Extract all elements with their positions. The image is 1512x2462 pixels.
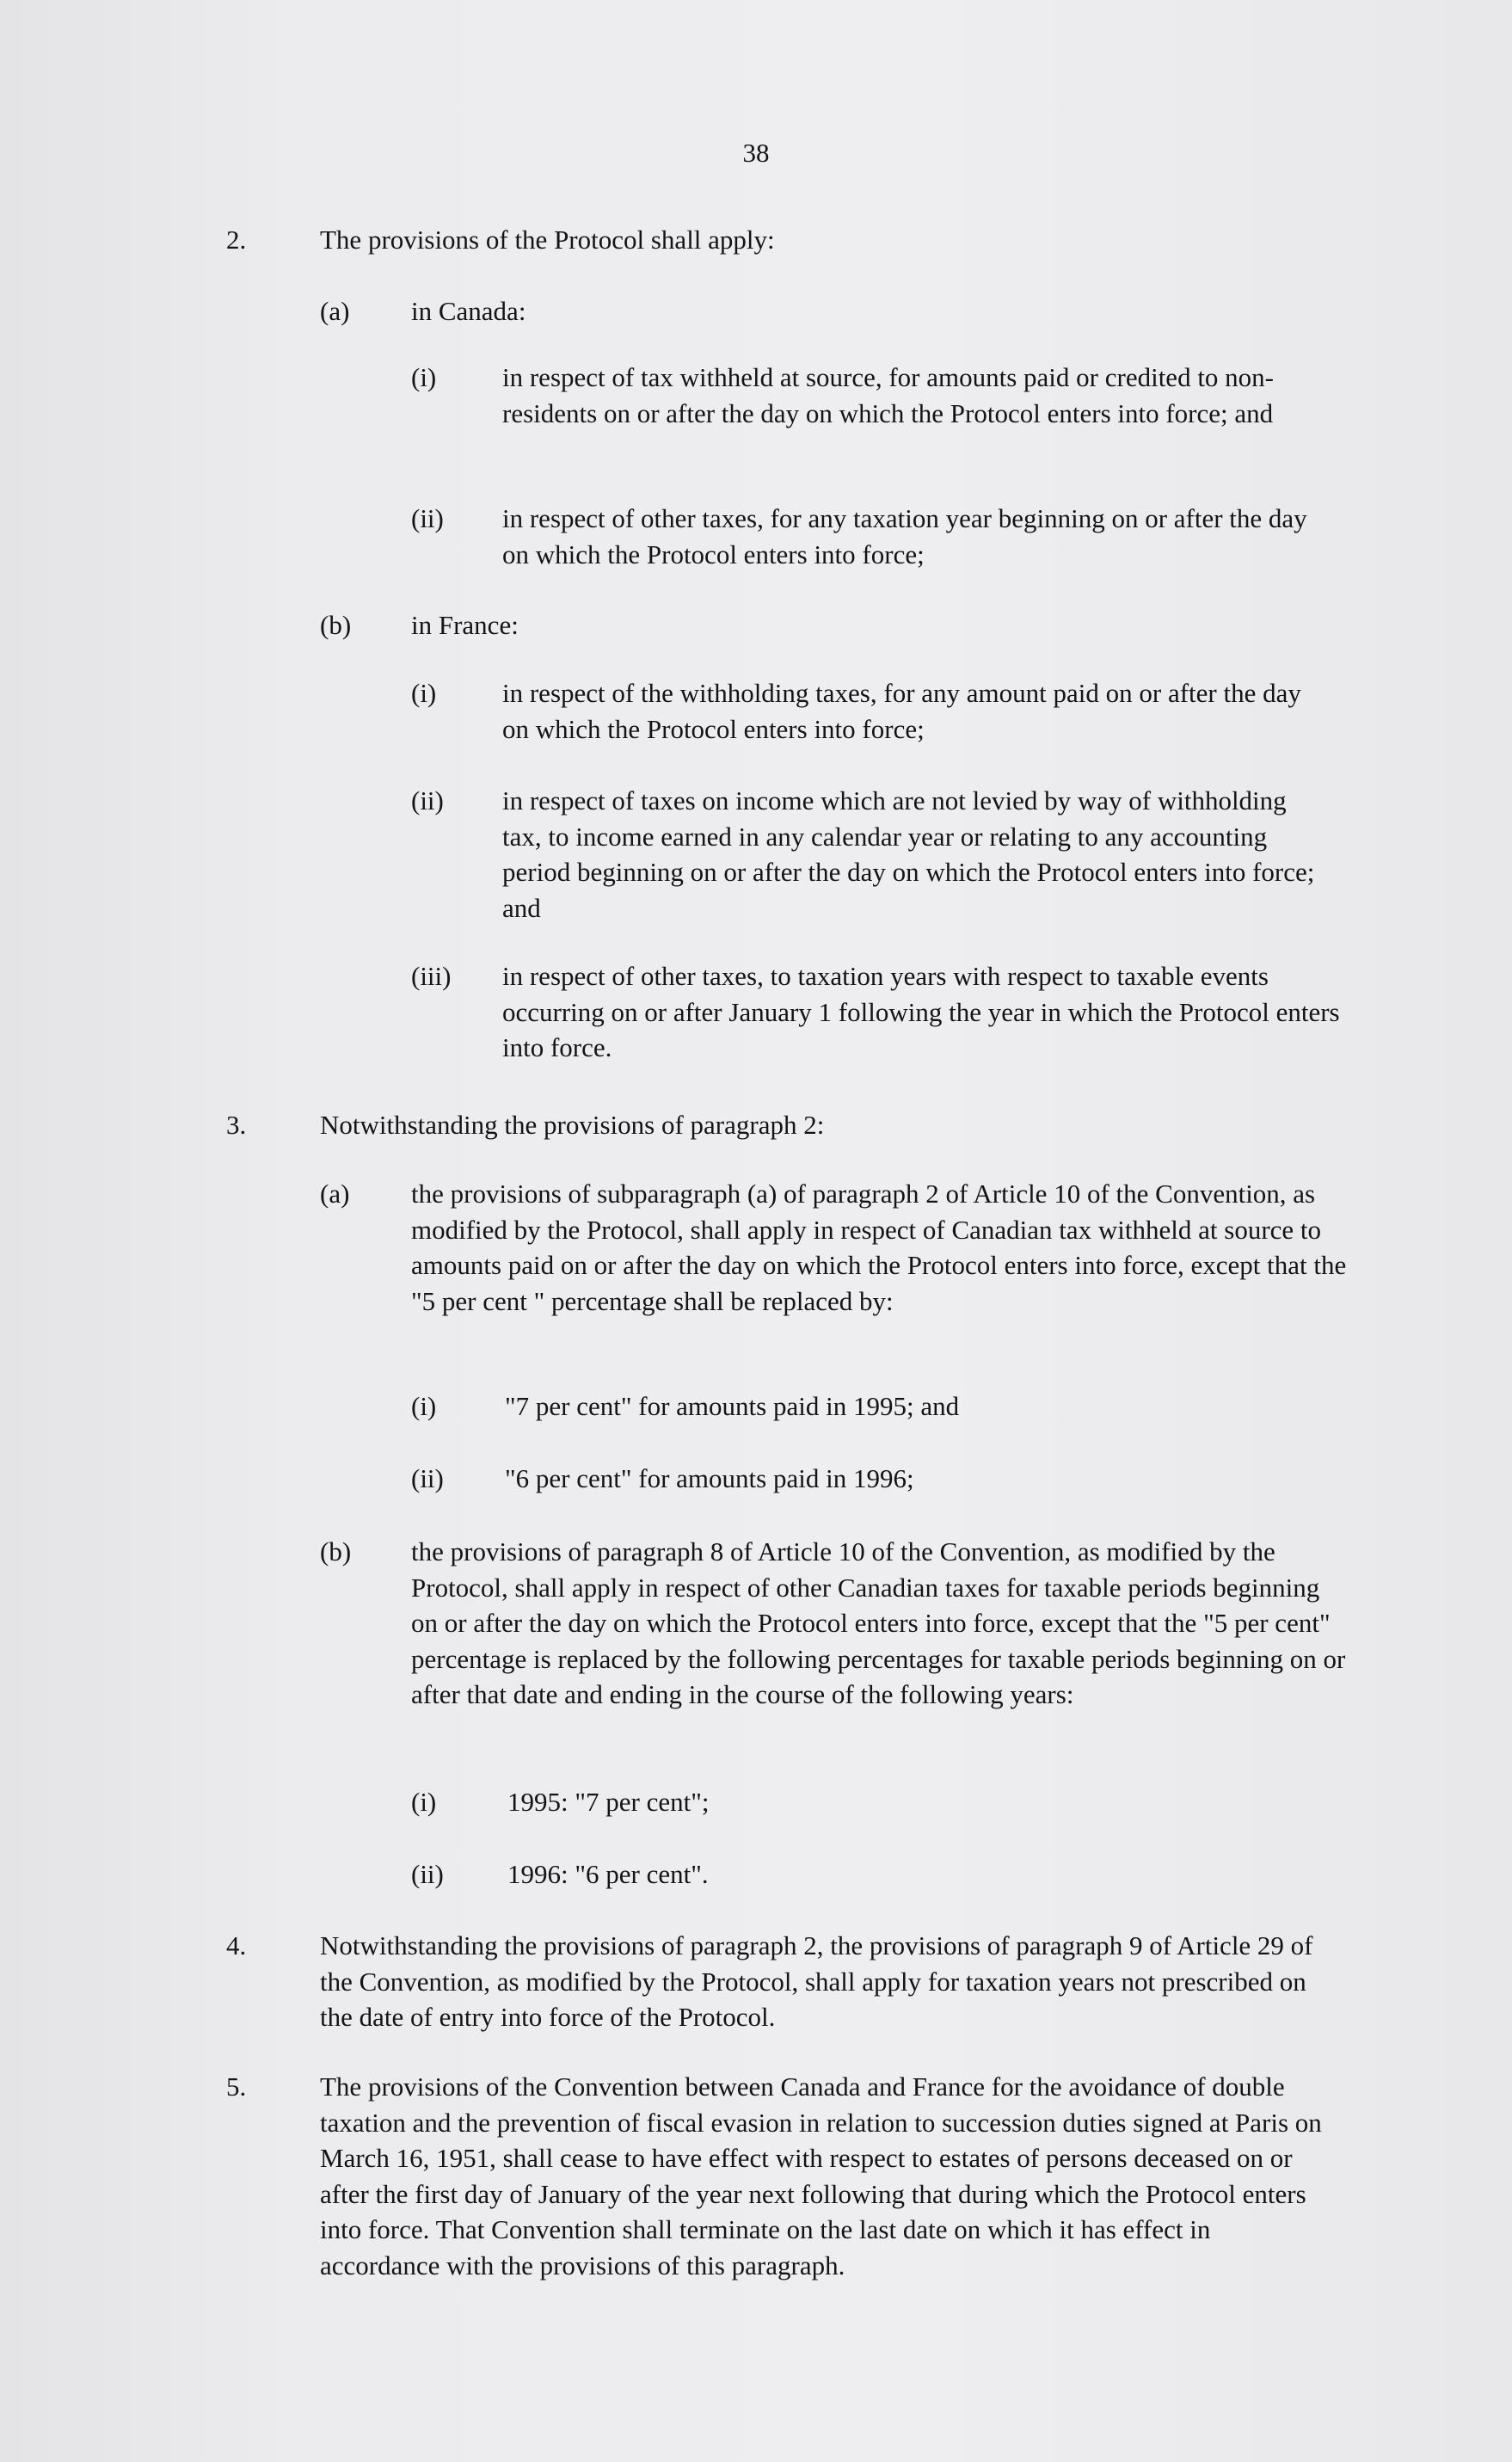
paragraph-2b-iii-label: (iii) xyxy=(411,961,452,991)
paragraph-2a-ii-text: in respect of other taxes, for any taxation year beginning on or after the day on which the Protocol enters into force; xyxy=(502,503,1307,569)
paragraph-3b-label: (b) xyxy=(320,1536,352,1566)
paragraph-3a-text: the provisions of subparagraph (a) of paragraph 2 of Article 10 of the Convention, as modified by the Protocol, shall apply in respect of Canadian tax withheld at source to amounts paid on or after the day on which the Protocol enters into force, except that the "5 per cent " percentage shall be replaced by: xyxy=(411,1179,1347,1316)
paragraph-5-number: 5. xyxy=(226,2071,247,2102)
paragraph-2b-i-text: in respect of the withholding taxes, for any amount paid on or after the day on which the Protocol enters into force; xyxy=(502,678,1301,744)
paragraph-3b-text: the provisions of paragraph 8 of Article 10 of the Convention, as modified by the Protocol, shall apply in respect of other Canadian taxes for taxable periods beginning on or after the day on which the Protocol enters into force, except that the "5 per cent" percentage is replaced by the following percentages for taxable periods beginning on or after that date and ending in the course of the following years: xyxy=(411,1536,1346,1709)
paragraph-2a-i-text: in respect of tax withheld at source, for amounts paid or credited to non-residents on or after the day on which the Protocol enters into force; and xyxy=(502,362,1275,428)
paragraph-5-text: The provisions of the Convention between Canada and France for the avoidance of double taxation and the prevention of fiscal evasion in relation to succession duties signed at Paris on March 16, 1951, shall cease to have effect with respect to estates of persons deceased on or after the first day of January of the year next following that during which the Protocol enters into force. That Convention shall terminate on the last date on which it has effect in accordance with the provisions of this paragraph. xyxy=(320,2071,1322,2280)
paragraph-2b-text: in France: xyxy=(411,610,519,640)
paragraph-3b-i-label: (i) xyxy=(411,1787,437,1817)
paragraph-3-number: 3. xyxy=(226,1110,247,1140)
paragraph-3b-i-text: 1995: "7 per cent"; xyxy=(507,1787,710,1817)
paragraph-2a-label: (a) xyxy=(320,296,350,326)
paragraph-3-text: Notwithstanding the provisions of paragraph 2: xyxy=(320,1110,825,1140)
paragraph-2b-ii-label: (ii) xyxy=(411,785,444,816)
paragraph-4-number: 4. xyxy=(226,1930,247,1960)
paragraph-2a-text: in Canada: xyxy=(411,296,526,326)
paragraph-2b-iii-text: in respect of other taxes, to taxation years with respect to taxable events occurring on or after January 1 following the year in which the Protocol enters into force. xyxy=(502,961,1340,1062)
paragraph-2a-ii-label: (ii) xyxy=(411,503,444,533)
paragraph-2a-i-label: (i) xyxy=(411,362,437,392)
paragraph-4-text: Notwithstanding the provisions of paragraph 2, the provisions of paragraph 9 of Article 29 of the Convention, as modified by the Protocol, shall apply for taxation years not prescribed on the date of entry into force of the Protocol. xyxy=(320,1930,1313,2032)
paragraph-3a-i-text: "7 per cent" for amounts paid in 1995; and xyxy=(505,1391,960,1421)
paragraph-2-text: The provisions of the Protocol shall apply: xyxy=(320,225,775,255)
page-number: 38 xyxy=(742,138,770,168)
paragraph-3a-ii-label: (ii) xyxy=(411,1463,444,1493)
paragraph-2-number: 2. xyxy=(226,225,247,255)
paragraph-3a-label: (a) xyxy=(320,1179,350,1209)
paragraph-2b-i-label: (i) xyxy=(411,678,437,708)
paragraph-2b-ii-text: in respect of taxes on income which are not levied by way of withholding tax, to income earned in any calendar year or relating to any accounting period beginning on or after the day on which the Protocol enters into force; and xyxy=(502,785,1315,923)
paragraph-3b-ii-label: (ii) xyxy=(411,1859,444,1889)
paragraph-3a-ii-text: "6 per cent" for amounts paid in 1996; xyxy=(505,1463,914,1493)
paragraph-3b-ii-text: 1996: "6 per cent". xyxy=(507,1859,709,1889)
paragraph-3a-i-label: (i) xyxy=(411,1391,437,1421)
paragraph-2b-label: (b) xyxy=(320,610,352,640)
